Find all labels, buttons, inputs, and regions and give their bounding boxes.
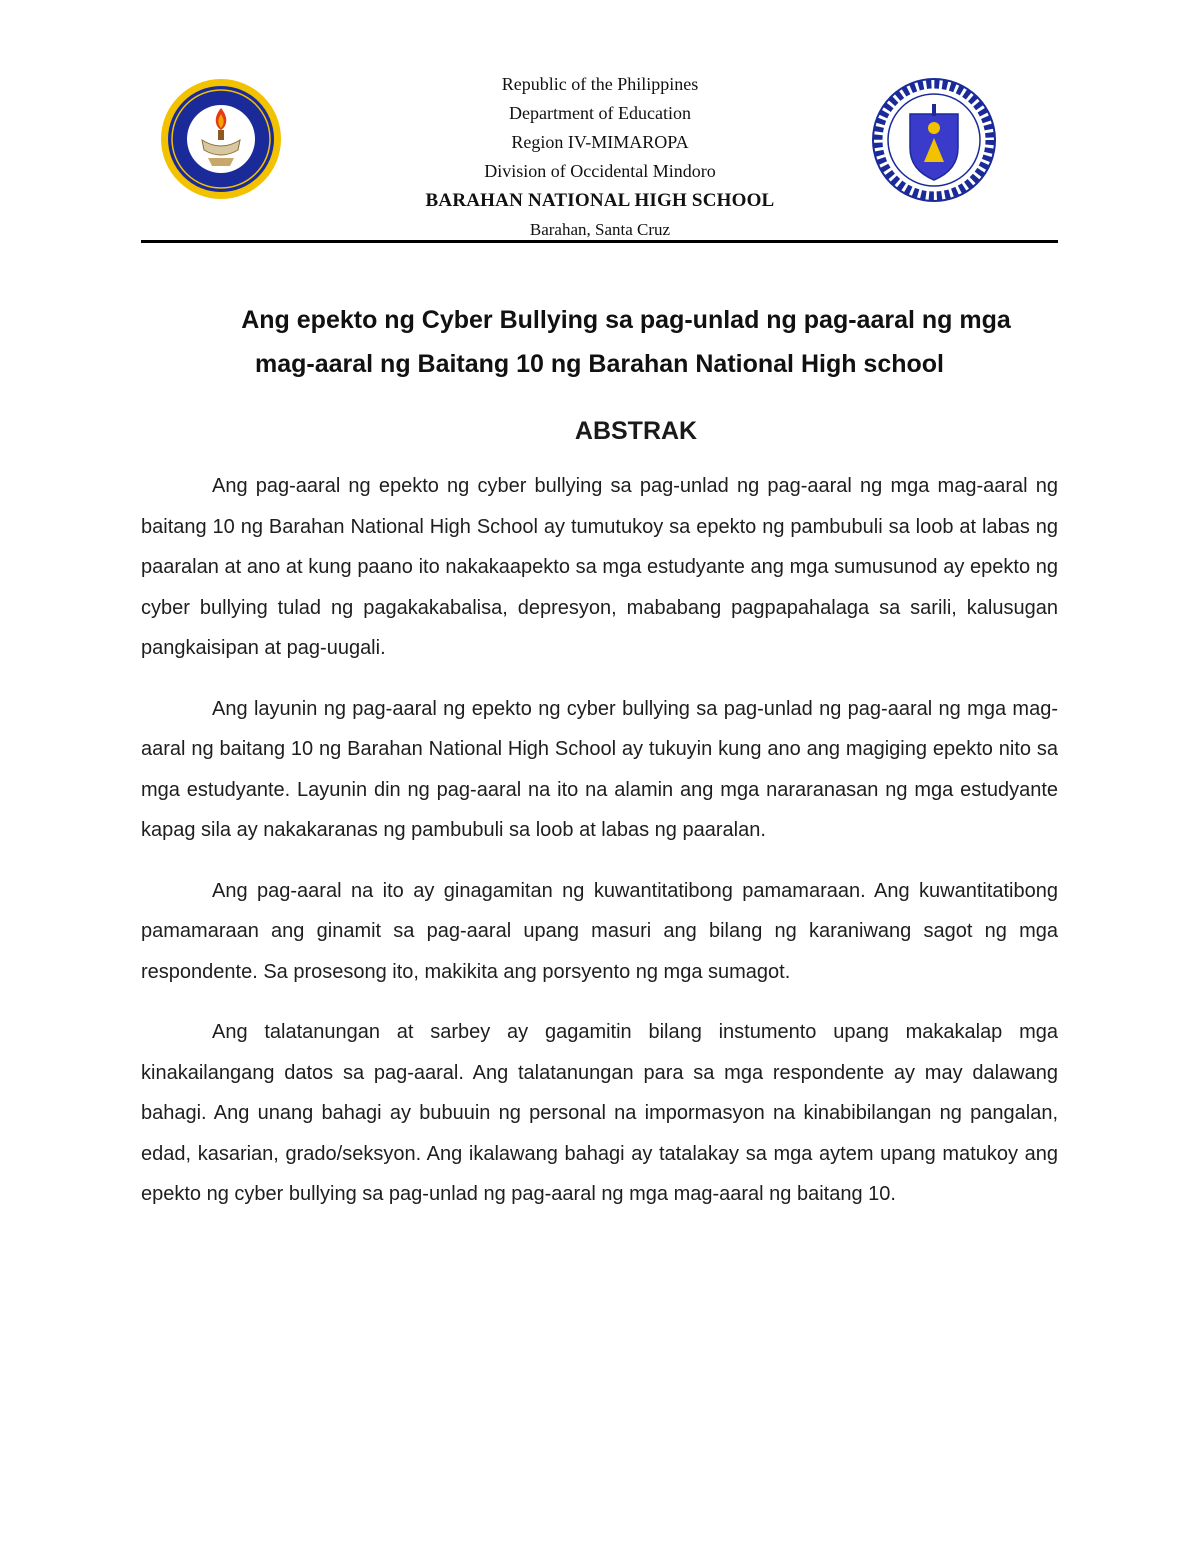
deped-seal-icon (872, 78, 996, 202)
title-line-2: mag-aaral ng Baitang 10 ng Barahan National High school (254, 350, 944, 378)
title-line-1: Ang epekto ng Cyber Bullying sa pag-unlad ng pag-aaral ng mga (241, 306, 1011, 334)
letterhead (350, 70, 850, 244)
paragraph: Ang pag-aaral ng epekto ng cyber bullying sa pag-unlad ng pag-aaral ng mga mag-aaral ng baitang 10 ng Barahan National High School ay tumutukoy sa epekto ng pambubuli sa loob at labas ng paaralan at ano at kung paano ito nakakaapekto sa mga estudyante ang mga sumusunod ay epekto ng cyber bullying tulad ng pagakakabalisa, depresyon, mababang pagpapahalaga sa sarili, kalusugan pangkaisipan at pag-uugali. (141, 475, 1058, 659)
abstract-body (141, 466, 1058, 1235)
letterhead-line: Republic of the Philippines (501, 74, 699, 94)
school-address: Barahan, Santa Cruz (529, 220, 671, 239)
paragraph: Ang talatanungan at sarbey ay gagamitin bilang instumento upang makakalap mga kinakailangang datos sa pag-aaral. Ang talatanungan para sa mga respondente ay may dalawang bahagi. Ang unang bahagi ay bubuuin ng personal na impormasyon na kinabibilangan ng pangalan, edad, kasarian, grado/seksyon. Ang ikalawang bahagi ay tatalakay sa mga aytem upang matukoy ang epekto ng cyber bullying sa pag-unlad ng pag-aaral ng mga mag-aaral ng baitang 10. (141, 1021, 1058, 1205)
section-heading: ABSTRAK (574, 417, 698, 445)
paragraph: Ang pag-aaral na ito ay ginagamitan ng kuwantitatibong pamamaraan. Ang kuwantitatibong pamamaraan ang ginamit sa pag-aaral upang masuri ang bilang ng karaniwang sagot ng mga respondente. Sa prosesong ito, makikita ang porsyento ng mga sumagot. (141, 879, 1058, 983)
paragraph: Ang layunin ng pag-aaral ng epekto ng cyber bullying sa pag-unlad ng pag-aaral ng mga mag-aaral ng baitang 10 ng Barahan National High School ay tukuyin kung ano ang magiging epekto nito sa mga estudyante. Layunin din ng pag-aaral na ito na alamin ang mga nararanasan ng mga estudyante kapag sila ay nakakaranas ng pambubuli sa loob at labas ng paaralan. (141, 697, 1058, 841)
letterhead-line: Division of Occidental Mindoro (484, 161, 716, 181)
letterhead-line: Department of Education (509, 103, 691, 123)
school-seal-icon (160, 78, 282, 200)
letterhead-line: Region IV-MIMAROPA (511, 132, 689, 152)
header-divider (141, 240, 1058, 243)
document-title (141, 298, 1058, 386)
school-name: BARAHAN NATIONAL HIGH SCHOOL (425, 190, 775, 211)
